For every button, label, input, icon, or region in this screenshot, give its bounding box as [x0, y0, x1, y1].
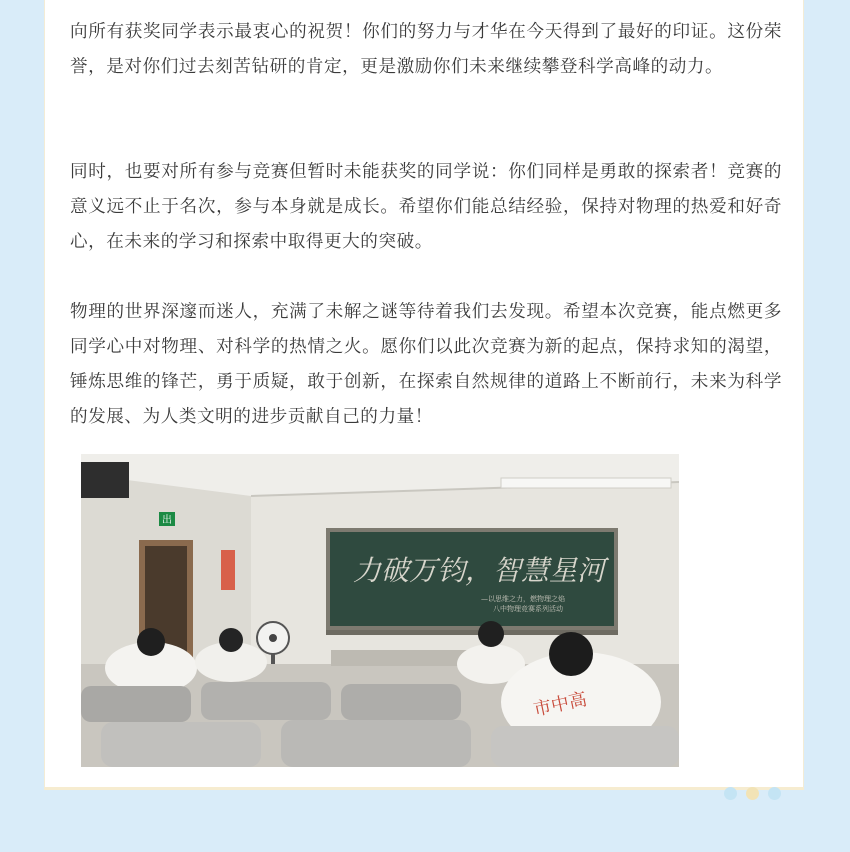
exit-sign-text: 出: [162, 515, 172, 526]
speaker: [81, 462, 129, 498]
student-left-2-head: [219, 628, 243, 652]
poster: [221, 550, 235, 590]
blackboard-title: 力破万钧，智慧星河: [353, 554, 606, 587]
article-paragraph-outlook: 物理的世界深邃而迷人，充满了未解之谜等待着我们去发现。希望本次竞赛，能点燃更多同学心中对物理、对科学的热情之火。愿你们以此次竞赛为新的起点，保持求知的渴望，锤炼思维的锋芒，勇于质疑，敢于创新，在探索自然规律的道路上不断前行，未来为科学的发展、为人类文明的进步贡献自己的力量！: [70, 302, 782, 427]
chair-row-1b: [201, 682, 331, 720]
chair-row-1c: [341, 684, 461, 720]
chair-row-1a: [81, 686, 191, 722]
fan-hub: [269, 634, 277, 642]
dot-blue-left: [724, 787, 737, 800]
chair-row-2b: [281, 720, 471, 767]
article-paragraph-congratulations: 向所有获奖同学表示最衷心的祝贺！你们的努力与才华在今天得到了最好的印证。这份荣誉，是对你们过去刻苦钻研的肯定，更是激励你们未来继续攀登科学高峰的动力。: [70, 22, 782, 77]
article-paragraph-encouragement: 同时，也要对所有参与竞赛但暂时未能获奖的同学说：你们同样是勇敢的探索者！竞赛的意义远不止于名次，参与本身就是成长。希望你们能总结经验，保持对物理的热爱和好奇心，在未来的学习和探索中取得更大的突破。: [70, 162, 782, 252]
dot-blue-right: [768, 787, 781, 800]
blackboard-note-1: —以思维之力，燃物理之焰: [481, 595, 565, 603]
dot-yellow: [746, 787, 759, 800]
chair-row-2c: [491, 726, 679, 767]
chair-row-2a: [101, 722, 261, 767]
student-left-1-head: [137, 628, 165, 656]
ceiling-light: [501, 478, 671, 488]
student-center-head: [478, 621, 504, 647]
classroom-photo: [81, 454, 679, 767]
student-right-front-head: [549, 632, 593, 676]
shirt-print: 市中高: [531, 688, 589, 721]
blackboard-note-2: 八中物理竞赛系列活动: [493, 605, 563, 613]
